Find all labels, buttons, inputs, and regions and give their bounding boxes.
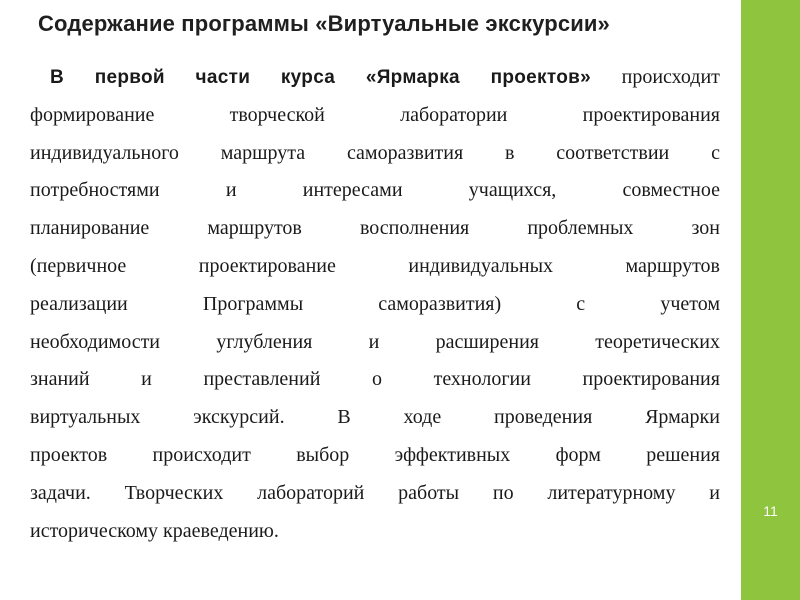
body-word: первой: [94, 67, 165, 88]
body-word: маршрутов: [625, 254, 720, 277]
body-line: [30, 399, 720, 437]
body-word: планирование: [30, 217, 150, 240]
body-word: маршрутов: [207, 217, 302, 240]
body-word: с: [576, 292, 586, 315]
body-word: краеведению.: [163, 519, 279, 542]
slide-title: Содержание программы «Виртуальные экскурсии»: [38, 11, 610, 36]
body-word: Программы: [202, 292, 304, 315]
body-word: Ярмарки: [645, 406, 720, 429]
body-word: в: [504, 141, 515, 164]
body-word: и: [141, 368, 152, 391]
body-word: реализации: [30, 292, 128, 315]
body-line: [30, 437, 720, 475]
body-word: знаний: [30, 368, 90, 391]
body-line: [30, 286, 720, 324]
body-word: индивидуальных: [408, 254, 554, 277]
body-word: «Ярмарка: [365, 67, 460, 88]
body-word: лаборатории: [400, 103, 508, 126]
body-word: творческой: [229, 103, 325, 126]
body-word: потребностями: [30, 179, 160, 202]
body-word: и: [709, 481, 720, 504]
body-word: литературному: [547, 481, 676, 504]
body-word: зон: [691, 217, 720, 240]
body-word: и: [368, 330, 380, 353]
body-word: по: [492, 481, 514, 504]
body-word: решения: [646, 443, 720, 466]
body-line: [30, 324, 720, 362]
body-word: формирование: [30, 103, 155, 126]
body-word: Творческих: [124, 481, 224, 504]
slide-body-text: [30, 59, 720, 550]
body-line: [30, 361, 720, 399]
body-word: (первичное: [30, 254, 127, 277]
body-word: проектирование: [198, 254, 336, 277]
body-word: совместное: [622, 179, 720, 202]
body-word: учащихся,: [468, 179, 557, 202]
body-line: [30, 135, 720, 173]
body-line: [30, 172, 720, 210]
body-word: маршрута: [220, 141, 306, 164]
body-word: работы: [398, 481, 460, 504]
body-word: курса: [280, 67, 336, 88]
body-word: необходимости: [30, 330, 161, 353]
body-word: экскурсий.: [193, 406, 285, 429]
body-word: происходит: [152, 443, 251, 466]
body-word: проектирования: [582, 368, 720, 391]
page-number: 11: [763, 503, 778, 519]
body-word: форм: [555, 443, 601, 466]
body-word: и: [225, 179, 237, 202]
body-word: саморазвития: [346, 141, 464, 164]
body-word: индивидуального: [30, 141, 179, 164]
body-line: [30, 210, 720, 248]
body-word: проектов»: [490, 67, 591, 88]
body-word: проблемных: [527, 217, 634, 240]
body-word: В: [50, 67, 65, 88]
body-word: происходит: [621, 66, 720, 88]
body-word: В: [337, 406, 351, 429]
body-word: учетом: [660, 292, 720, 315]
body-word: выбор: [296, 443, 350, 466]
body-word: задачи.: [30, 481, 91, 504]
body-word: проектов: [30, 443, 108, 466]
body-word: историческому: [30, 519, 159, 542]
body-word: теоретических: [595, 330, 720, 353]
body-word: о: [372, 368, 382, 391]
body-word: части: [195, 67, 251, 88]
body-word: восполнения: [359, 217, 470, 240]
body-line: [30, 97, 720, 135]
body-word: технологии: [433, 368, 531, 391]
body-line: [30, 513, 720, 551]
body-word: соответствии: [556, 141, 670, 164]
body-word: с: [711, 141, 720, 164]
body-word: расширения: [435, 330, 539, 353]
body-word: эффективных: [394, 443, 511, 466]
body-word: лабораторий: [257, 481, 365, 504]
body-word: углубления: [216, 330, 313, 353]
body-word: саморазвития): [378, 292, 502, 315]
body-word: виртуальных: [30, 406, 141, 429]
body-line: [30, 475, 720, 513]
body-line: [30, 59, 720, 97]
body-word: интересами: [302, 179, 403, 202]
body-word: ходе: [403, 406, 442, 429]
body-line: [30, 248, 720, 286]
body-word: проектирования: [582, 103, 720, 126]
body-word: проведения: [493, 406, 593, 429]
body-word: преставлений: [203, 368, 321, 391]
